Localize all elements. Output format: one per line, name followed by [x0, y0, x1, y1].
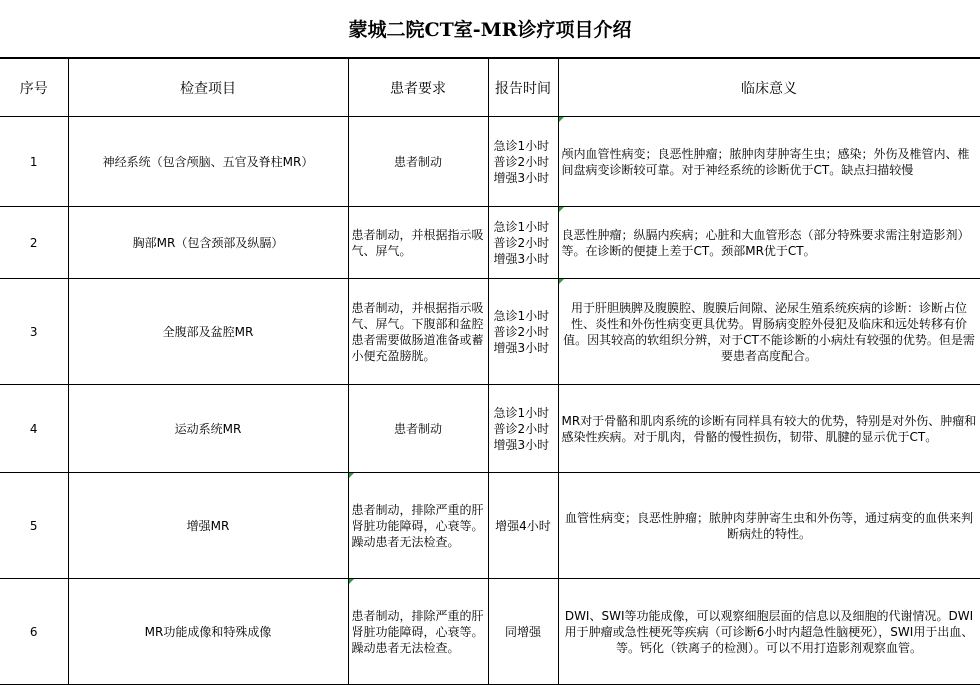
time-line: 增强3小时	[493, 251, 550, 266]
table-row	[0, 117, 980, 207]
time-line: 增强3小时	[493, 170, 550, 185]
header-requirement[interactable]: 患者要求	[348, 59, 488, 117]
report-time-cell[interactable]	[488, 473, 558, 579]
requirement-cell[interactable]: 患者制动	[348, 385, 488, 473]
project-table	[0, 58, 980, 685]
seq-cell[interactable]: 5	[0, 473, 68, 579]
table-row	[0, 279, 980, 385]
seq-cell[interactable]: 2	[0, 207, 68, 279]
item-cell[interactable]: 增强MR	[68, 473, 348, 579]
time-line: 增强4小时	[495, 518, 551, 533]
item-cell[interactable]: MR功能成像和特殊成像	[68, 579, 348, 685]
requirement-cell[interactable]: 患者制动，排除严重的肝肾脏功能障碍，心衰等。躁动患者无法检查。	[348, 473, 488, 579]
time-line: 增强3小时	[493, 340, 550, 355]
requirement-cell[interactable]: 患者制动，并根据指示吸气、屏气。	[348, 207, 488, 279]
table-row	[0, 385, 980, 473]
report-time-cell[interactable]	[488, 117, 558, 207]
header-seq[interactable]: 序号	[0, 59, 68, 117]
time-line: 急诊1小时	[493, 219, 550, 234]
time-line: 急诊1小时	[493, 138, 550, 153]
table-row	[0, 579, 980, 685]
report-time-cell[interactable]	[488, 385, 558, 473]
time-line: 普诊2小时	[493, 421, 550, 436]
clinical-cell[interactable]: 血管性病变；良恶性肿瘤；脓肿肉芽肿寄生虫和外伤等，通过病变的血供来判断病灶的特性。	[558, 473, 980, 579]
time-line: 急诊1小时	[493, 308, 550, 323]
clinical-cell[interactable]: 良恶性肿瘤；纵膈内疾病；心脏和大血管形态（部分特殊要求需注射造影剂）等。在诊断的便捷上差于CT。颈部MR优于CT。	[558, 207, 980, 279]
clinical-cell[interactable]: DWI、SWI等功能成像，可以观察细胞层面的信息以及细胞的代谢情况。DWI用于肿瘤或急性梗死等疾病（可诊断6小时内超急性脑梗死），SWI用于出血、等。钙化（铁离子的检测）。可以不用打造影剂观察血管。	[558, 579, 980, 685]
seq-cell[interactable]: 1	[0, 117, 68, 207]
report-time-cell[interactable]	[488, 579, 558, 685]
title-cell[interactable]	[0, 0, 980, 58]
time-line: 急诊1小时	[493, 405, 550, 420]
report-time-cell[interactable]	[488, 207, 558, 279]
time-line: 普诊2小时	[493, 235, 550, 250]
time-line: 普诊2小时	[493, 154, 550, 169]
seq-cell[interactable]: 4	[0, 385, 68, 473]
table-row	[0, 473, 980, 579]
requirement-cell[interactable]: 患者制动	[348, 117, 488, 207]
requirement-cell[interactable]: 患者制动，并根据指示吸气、屏气。下腹部和盆腔患者需要做肠道准备或蓄小便充盈膀胱。	[348, 279, 488, 385]
table-row	[0, 207, 980, 279]
time-line: 普诊2小时	[493, 324, 550, 339]
header-clinical[interactable]: 临床意义	[558, 59, 980, 117]
seq-cell[interactable]: 6	[0, 579, 68, 685]
item-cell[interactable]: 胸部MR（包含颈部及纵膈）	[68, 207, 348, 279]
item-cell[interactable]: 神经系统（包含颅脑、五官及脊柱MR）	[68, 117, 348, 207]
seq-cell[interactable]: 3	[0, 279, 68, 385]
report-time-cell[interactable]	[488, 279, 558, 385]
time-line: 增强3小时	[493, 437, 550, 452]
item-cell[interactable]: 运动系统MR	[68, 385, 348, 473]
item-cell[interactable]: 全腹部及盆腔MR	[68, 279, 348, 385]
clinical-cell[interactable]: 用于肝胆胰脾及腹膜腔、腹膜后间隙、泌尿生殖系统疾病的诊断：诊断占位性、炎性和外伤性病变更具优势。胃肠病变腔外侵犯及临床和远处转移有价值。因其较高的软组织分辨，对于CT不能诊断的小病灶有较强的优势。但是需要患者高度配合。	[558, 279, 980, 385]
page-title: 蒙城二院CT室-MR诊疗项目介绍	[348, 19, 632, 41]
clinical-cell[interactable]: MR对于骨骼和肌肉系统的诊断有同样具有较大的优势，特别是对外伤、肿瘤和感染性疾病。对于肌肉，骨骼的慢性损伤，韧带、肌腱的显示优于CT。	[558, 385, 980, 473]
requirement-cell[interactable]: 患者制动，排除严重的肝肾脏功能障碍，心衰等。躁动患者无法检查。	[348, 579, 488, 685]
header-row	[0, 59, 980, 117]
header-report-time[interactable]: 报告时间	[488, 59, 558, 117]
clinical-cell[interactable]: 颅内血管性病变；良恶性肿瘤；脓肿肉芽肿寄生虫；感染；外伤及椎管内、椎间盘病变诊断较可靠。对于神经系统的诊断优于CT。缺点扫描较慢	[558, 117, 980, 207]
time-line: 同增强	[504, 624, 541, 639]
header-item[interactable]: 检查项目	[68, 59, 348, 117]
